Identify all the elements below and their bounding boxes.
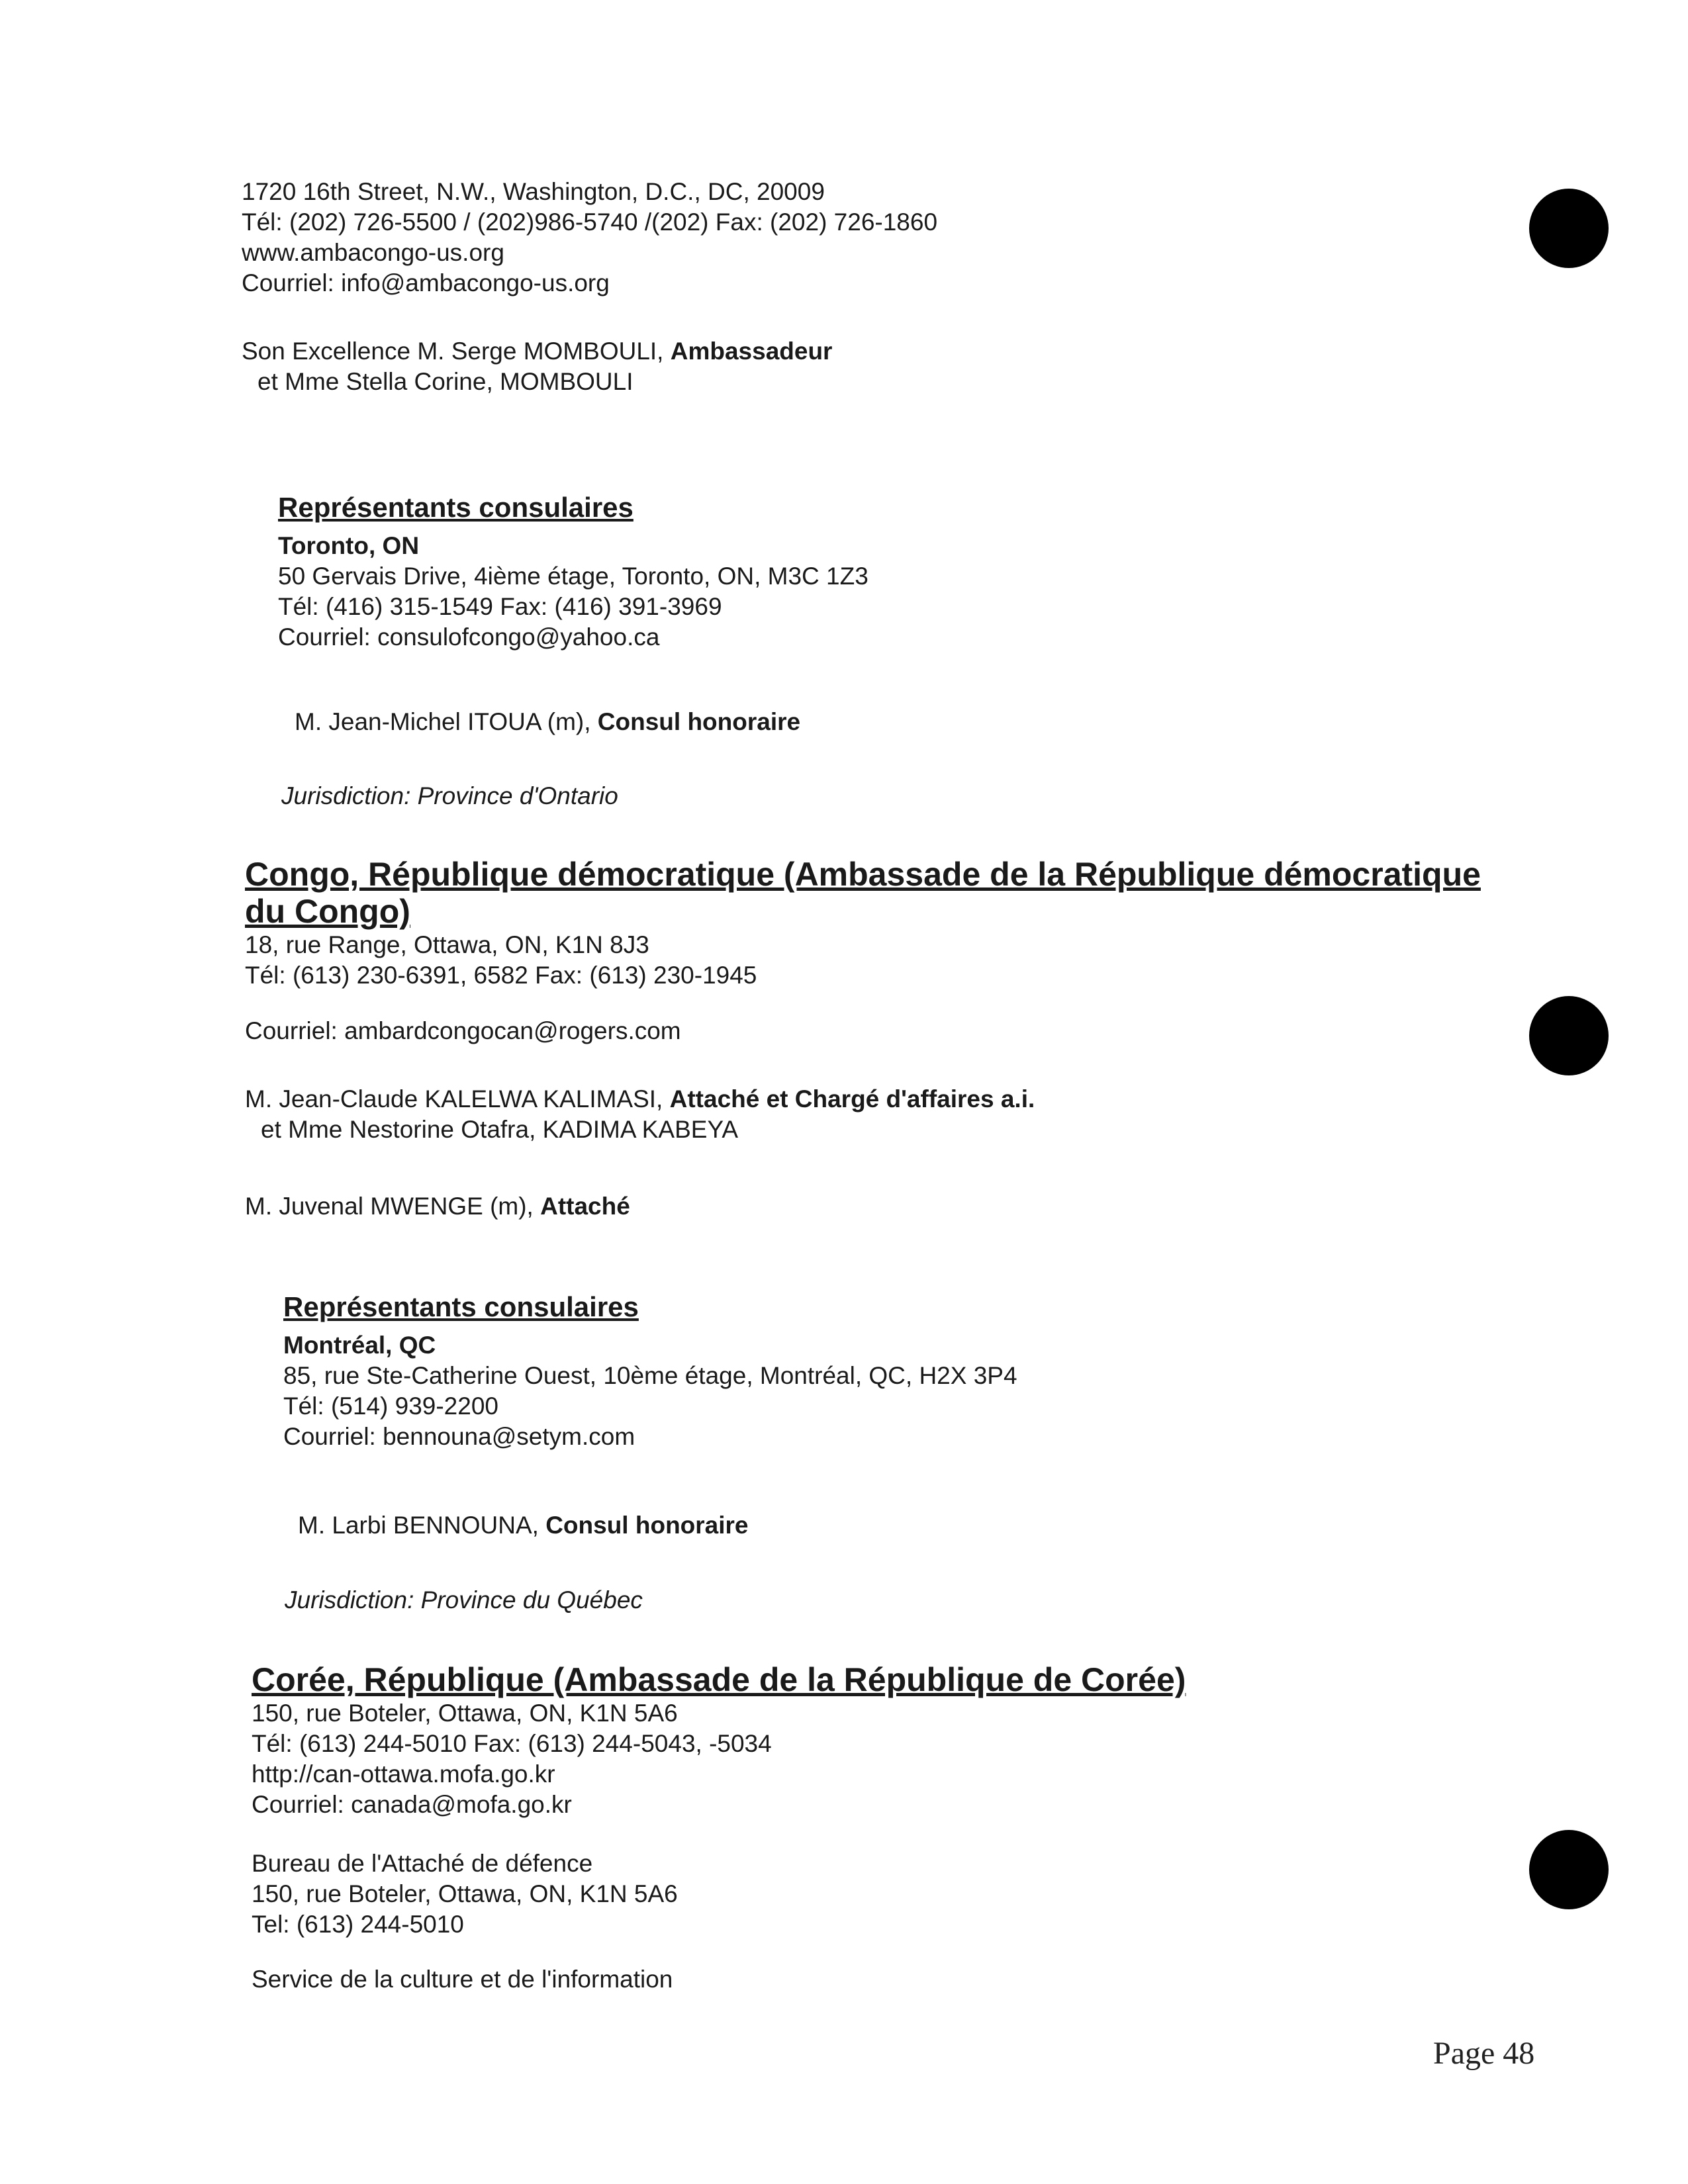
rdc-heading [245,856,1481,930]
defence-office-phone: Tel: (613) 244-5010 [252,1911,464,1938]
congo-address: 1720 16th Street, N.W., Washington, D.C., DC, 20009 [242,178,825,205]
rdc-official-2-line [245,1191,630,1222]
coree-website: http://can-ottawa.mofa.go.kr [252,1760,555,1788]
rdc-jurisdiction-text: Jurisdiction: Province du Québec [285,1586,643,1614]
rdc-official-1-line [245,1084,1035,1115]
punch-hole-middle [1529,996,1609,1075]
congo-phone: Tél: (202) 726-5500 / (202)986-5740 /(202) Fax: (202) 726-1860 [242,208,938,236]
congo-website: www.ambacongo-us.org [242,239,504,266]
rdc-consular-address: 85, rue Ste-Catherine Ouest, 10ème étage, Montréal, QC, H2X 3P4 [283,1362,1017,1389]
jurisdiction-text: Jurisdiction: Province d'Ontario [281,782,618,809]
coree-heading-text: Corée, République (Ambassade de la République de Corée) [252,1661,1186,1698]
ambassador-title: Ambassadeur [670,338,833,365]
culture-service: Service de la culture et de l'information [252,1966,673,1993]
rdc-heading-line1: Congo, République démocratique (Ambassade de la République démocratique [245,856,1481,893]
consul-title: Consul honoraire [597,708,801,735]
consular-email: Courriel: consulofcongo@yahoo.ca [278,623,660,651]
rdc-consular-heading: Représentants consulaires [283,1291,639,1322]
punch-hole-top [1529,189,1609,268]
rdc-consular-city: Montréal, QC [283,1332,436,1359]
rdc-jurisdiction [285,1585,643,1615]
consular-heading: Représentants consulaires [278,492,633,523]
rdc-address: 18, rue Range, Ottawa, ON, K1N 8J3 [245,931,649,958]
coree-culture [252,1964,673,1995]
rdc-email-block [245,1016,681,1046]
rdc-official-2 [245,1191,630,1222]
coree-email: Courriel: canada@mofa.go.kr [252,1791,572,1818]
page-number: Page 48 [1433,2036,1535,2071]
rdc-consul [298,1510,749,1541]
congo-ambassador [242,336,832,397]
consular-address: 50 Gervais Drive, 4ième étage, Toronto, ON, M3C 1Z3 [278,563,868,590]
ambassador-name: Son Excellence M. Serge MOMBOULI, [242,338,671,365]
congo-embassy-contact [242,177,937,298]
congo-email: Courriel: info@ambacongo-us.org [242,269,610,296]
coree-address: 150, rue Boteler, Ottawa, ON, K1N 5A6 [252,1700,678,1727]
rdc-phone: Tél: (613) 230-6391, 6582 Fax: (613) 230-1945 [245,962,757,989]
rdc-consular-email: Courriel: bennouna@setym.com [283,1423,635,1450]
rdc-consular-phone: Tél: (514) 939-2200 [283,1392,498,1420]
consular-phone: Tél: (416) 315-1549 Fax: (416) 391-3969 [278,593,722,620]
ambassador-line [242,336,832,367]
rdc-consular-section [283,1291,1017,1452]
congo-consular-section [278,491,868,653]
defence-office-address: 150, rue Boteler, Ottawa, ON, K1N 5A6 [252,1880,678,1907]
rdc-official-1-title: Attaché et Chargé d'affaires a.i. [669,1085,1035,1113]
rdc-official-2-name: M. Juvenal MWENGE (m), [245,1193,541,1220]
rdc-official-1-name: M. Jean-Claude KALELWA KALIMASI, [245,1085,670,1113]
coree-defence-office [252,1848,678,1940]
consul-name: M. Jean-Michel ITOUA (m), [295,708,598,735]
coree-phone: Tél: (613) 244-5010 Fax: (613) 244-5043, -5034 [252,1730,772,1757]
rdc-official-2-title: Attaché [540,1193,630,1220]
rdc-consul-line [298,1510,749,1541]
rdc-contact [245,930,757,991]
coree-contact [252,1698,772,1820]
consular-city: Toronto, ON [278,532,420,559]
rdc-heading-line2: du Congo) [245,893,410,930]
defence-office-name: Bureau de l'Attaché de défence [252,1850,593,1877]
rdc-email: Courriel: ambardcongocan@rogers.com [245,1017,681,1044]
congo-consul [295,707,800,737]
rdc-official-1-spouse: et Mme Nestorine Otafra, KADIMA KABEYA [261,1116,739,1143]
ambassador-spouse: et Mme Stella Corine, MOMBOULI [258,368,633,395]
rdc-official-1 [245,1084,1035,1145]
consul-line [295,707,800,737]
rdc-consul-title: Consul honoraire [545,1512,749,1539]
coree-heading [252,1661,1186,1698]
congo-jurisdiction [281,781,618,811]
punch-hole-bottom [1529,1830,1609,1909]
rdc-consul-name: M. Larbi BENNOUNA, [298,1512,546,1539]
